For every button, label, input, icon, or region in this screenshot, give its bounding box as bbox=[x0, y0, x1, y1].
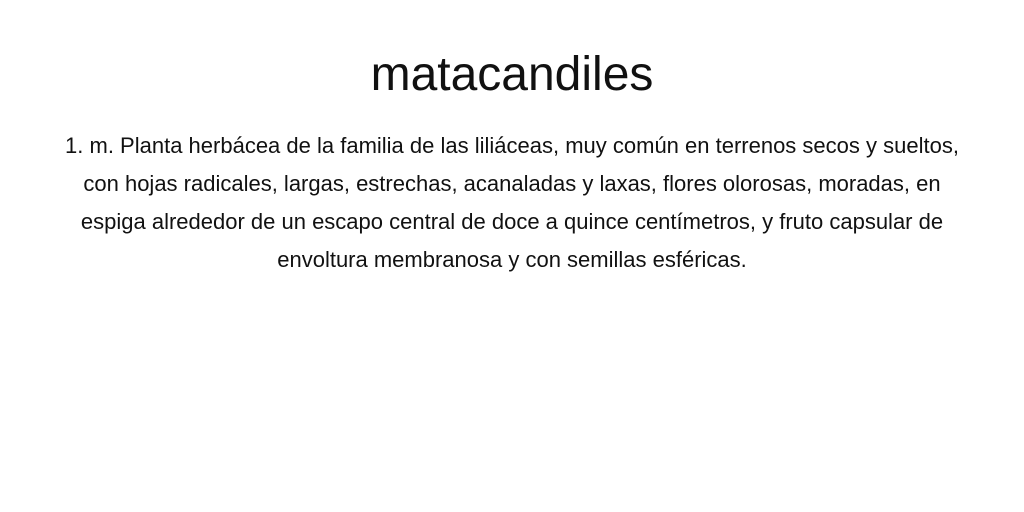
headword-title: matacandiles bbox=[370, 48, 654, 101]
definition-text: 1. m. Planta herbácea de la familia de las liliáceas, muy común en terrenos secos y sueltos, con hojas radicales, largas, estrechas, acanaladas y laxas, flores olorosas, moradas, en espiga alrededor de un escapo central de doce a quince centímetros, y fruto capsular de envoltura membranosa y con semillas esféricas. bbox=[65, 133, 959, 272]
